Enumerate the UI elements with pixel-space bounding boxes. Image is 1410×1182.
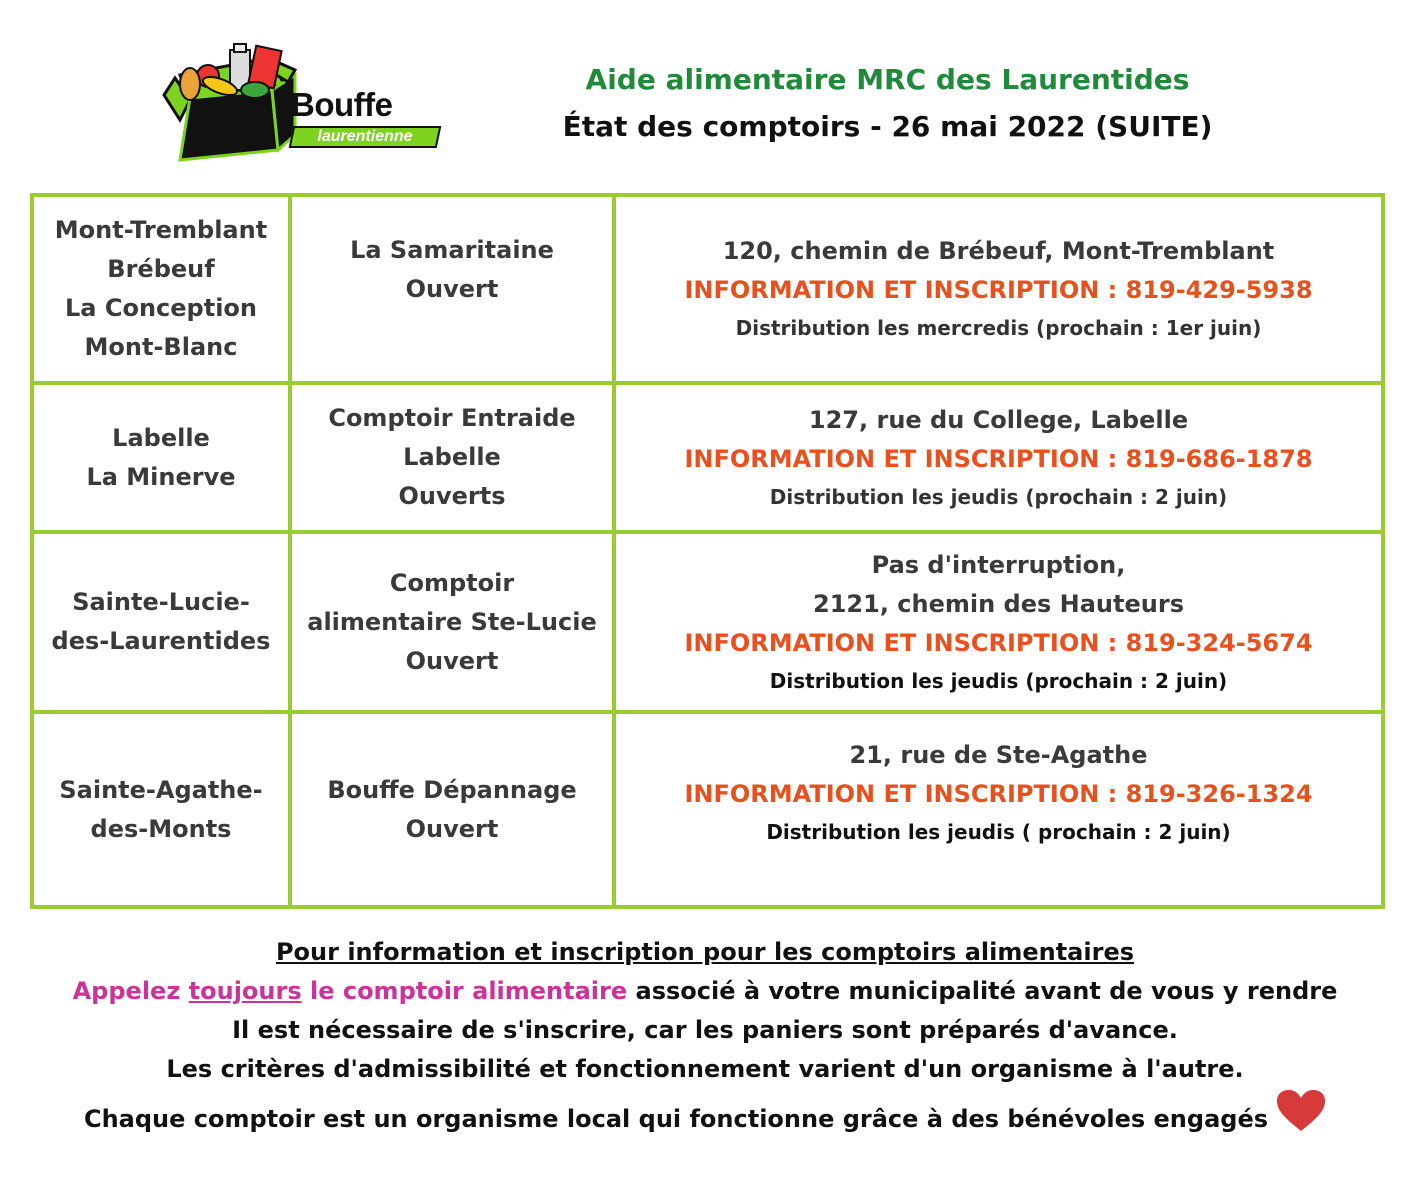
status-note: Pas d'interruption, xyxy=(871,550,1126,579)
municipality-name: des-Laurentides xyxy=(51,627,271,655)
logo xyxy=(160,40,450,165)
info-phone: INFORMATION ET INSCRIPTION : 819-686-1878 xyxy=(684,444,1313,473)
organization-cell xyxy=(290,195,614,383)
counters-table xyxy=(30,193,1385,909)
logo-subtitle-band xyxy=(289,126,442,148)
details-cell xyxy=(614,532,1383,712)
municipality-name: Sainte-Lucie- xyxy=(72,588,250,616)
distribution-schedule: Distribution les jeudis ( prochain : 2 juin) xyxy=(766,820,1231,844)
organization-status: Ouvert xyxy=(405,814,499,843)
page-subtitle: État des comptoirs - 26 mai 2022 (SUITE) xyxy=(562,110,1213,143)
municipalities-cell xyxy=(32,383,290,532)
info-phone: INFORMATION ET INSCRIPTION : 819-326-1324 xyxy=(684,780,1313,808)
distribution-schedule: Distribution les jeudis (prochain : 2 juin) xyxy=(769,484,1228,509)
organization-cell xyxy=(290,712,614,907)
info-phone: INFORMATION ET INSCRIPTION : 819-324-5674 xyxy=(684,628,1313,657)
organization-cell xyxy=(290,532,614,712)
municipality-name: Brébeuf xyxy=(107,255,215,283)
logo-brand: Bouffe xyxy=(291,86,393,123)
address: 120, chemin de Brébeuf, Mont-Tremblant xyxy=(722,237,1275,265)
call-emphasis: toujours xyxy=(188,977,302,1005)
footer-line-registration: Il est nécessaire de s'inscrire, car les paniers sont préparés d'avance. xyxy=(232,1016,1178,1044)
distribution-schedule: Distribution les jeudis (prochain : 2 juin) xyxy=(769,668,1228,693)
footer-call-line xyxy=(0,972,1410,1011)
municipality-name: Mont-Tremblant xyxy=(54,216,268,244)
municipality-name: Labelle xyxy=(112,423,210,452)
municipality-name: La Conception xyxy=(65,294,257,322)
organization-name: Bouffe Dépannage xyxy=(327,775,577,804)
heart-icon xyxy=(1276,1089,1326,1133)
footer-notes xyxy=(0,933,1410,1139)
organization-name: La Samaritaine xyxy=(350,236,554,264)
footer-line-volunteers xyxy=(0,1089,1410,1139)
organization-status: Ouvert xyxy=(405,646,499,675)
organization-cell xyxy=(290,383,614,532)
logo-subtitle: laurentienne xyxy=(317,128,413,145)
table-row xyxy=(32,532,1383,712)
footer-heading: Pour information et inscription pour les comptoirs alimentaires xyxy=(275,938,1135,966)
municipality-name: La Minerve xyxy=(86,462,236,491)
municipalities-cell xyxy=(32,712,290,907)
organization-status: Ouverts xyxy=(398,482,506,510)
organization-name: alimentaire Ste-Lucie xyxy=(307,607,597,636)
info-phone: INFORMATION ET INSCRIPTION : 819-429-5938 xyxy=(684,276,1313,304)
organization-status: Ouvert xyxy=(405,275,499,303)
footer-line-criteria: Les critères d'admissibilité et fonctionnement varient d'un organisme à l'autre. xyxy=(166,1055,1244,1083)
table-row xyxy=(32,383,1383,532)
address: 21, rue de Ste-Agathe xyxy=(849,741,1148,769)
organization-name: Comptoir xyxy=(389,568,515,597)
call-prefix: Appelez xyxy=(72,977,189,1005)
volunteers-text: Chaque comptoir est un organisme local qui fonctionne grâce à des bénévoles engagés xyxy=(83,1105,1269,1133)
address: 2121, chemin des Hauteurs xyxy=(813,589,1184,618)
details-cell xyxy=(614,712,1383,907)
organization-name: Comptoir Entraide xyxy=(328,404,576,432)
organization-name: Labelle xyxy=(403,443,501,471)
page-title: Aide alimentaire MRC des Laurentides xyxy=(585,63,1190,96)
municipality-name: des-Monts xyxy=(90,814,232,843)
details-cell xyxy=(614,383,1383,532)
call-middle: le comptoir alimentaire xyxy=(301,977,628,1005)
municipality-name: Sainte-Agathe- xyxy=(59,775,263,804)
municipalities-cell xyxy=(32,532,290,712)
municipality-name: Mont-Blanc xyxy=(84,333,238,361)
municipalities-cell xyxy=(32,195,290,383)
distribution-schedule: Distribution les mercredis (prochain : 1er juin) xyxy=(735,316,1262,340)
table-row xyxy=(32,712,1383,907)
details-cell xyxy=(614,195,1383,383)
table-row xyxy=(32,195,1383,383)
call-suffix: associé à votre municipalité avant de vous y rendre xyxy=(627,977,1338,1005)
address: 127, rue du College, Labelle xyxy=(808,405,1189,434)
